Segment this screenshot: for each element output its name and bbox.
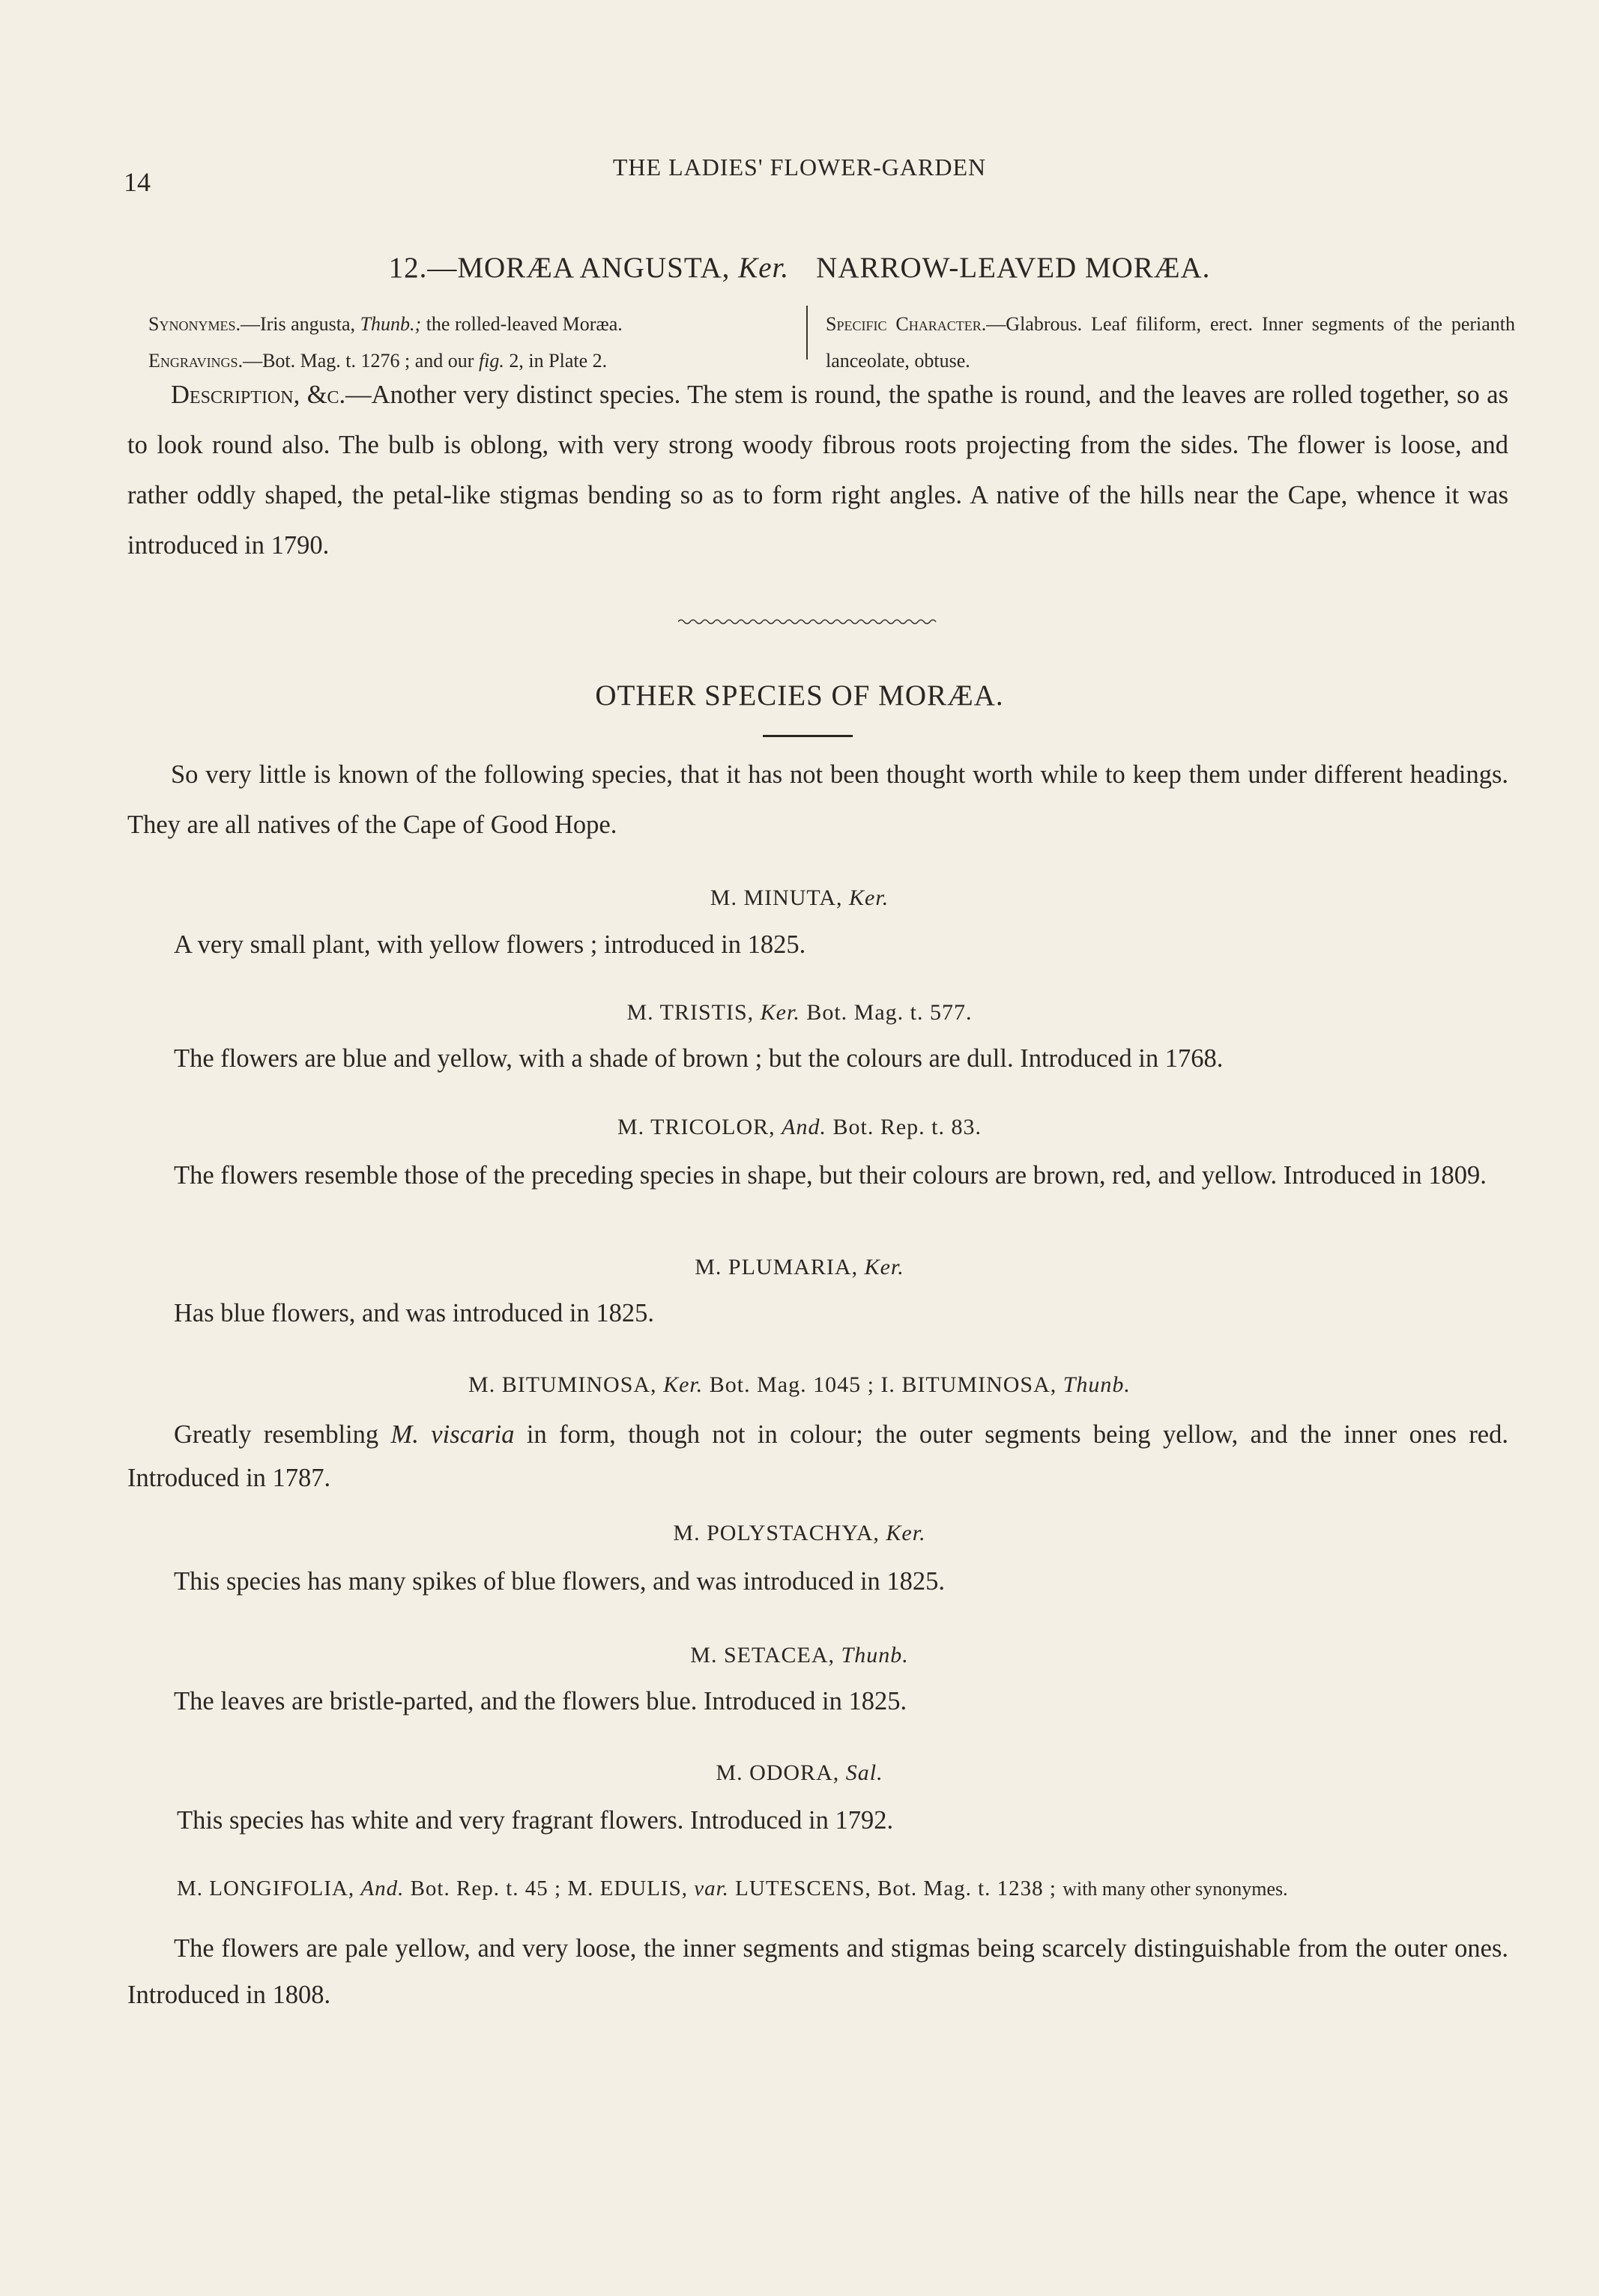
title-genus: MORÆA ANGUSTA, — [457, 252, 739, 284]
section-heading: OTHER SPECIES OF MORÆA. — [595, 679, 1004, 712]
synonymes-line: Synonymes.—Iris angusta, Thunb.; the rolled-leaved Moræa. — [148, 313, 623, 335]
species-heading-setacea: M. SETACEA, Thunb. — [690, 1643, 909, 1668]
column-divider — [806, 306, 808, 360]
species-heading-minuta: M. MINUTA, Ker. — [710, 885, 889, 910]
heading-rule — [763, 735, 853, 737]
wavy-divider — [678, 613, 937, 631]
running-head: THE LADIES' FLOWER-GARDEN — [612, 154, 987, 181]
species-heading-odora: M. ODORA, Sal. — [716, 1760, 883, 1785]
species-text-longifolia: The flowers are pale yellow, and very loose, the inner segments and stigmas being scarcely distinguishable from the outer ones. Introduced in 1808. — [127, 1934, 1508, 2009]
species-text-minuta: A very small plant, with yellow flowers ; introduced in 1825. — [174, 930, 806, 959]
title-authority: Ker. — [738, 252, 790, 284]
species-heading-tristis: M. TRISTIS, Ker. Bot. Mag. t. 577. — [626, 1000, 973, 1025]
species-text-bituminosa: Greatly resembling M. viscaria in form, though not in colour; the outer segments being yellow, and the inner ones red. Introduced in 1787. — [127, 1420, 1508, 1492]
species-heading-longifolia: M. LONGIFOLIA, And. Bot. Rep. t. 45 ; M. EDULIS, var. LUTESCENS, Bot. Mag. t. 1238 ; with many other synonymes. — [177, 1877, 1288, 1900]
engravings-line: Engravings.—Bot. Mag. t. 1276 ; and our fig. 2, in Plate 2. — [148, 350, 608, 372]
species-text-odora: This species has white and very fragrant flowers. Introduced in 1792. — [177, 1806, 894, 1835]
species-heading-plumaria: M. PLUMARIA, Ker. — [695, 1255, 904, 1279]
title-common-name: NARROW-LEAVED MORÆA. — [816, 252, 1211, 284]
species-text-polystachya: This species has many spikes of blue flowers, and was introduced in 1825. — [174, 1567, 946, 1596]
species-text-plumaria: Has blue flowers, and was introduced in 1825. — [174, 1299, 654, 1327]
species-text-tricolor: The flowers resemble those of the preceding species in shape, but their colours are brown, red, and yellow. Introduced in 1809. — [174, 1161, 1487, 1190]
species-heading-polystachya: M. POLYSTACHYA, Ker. — [673, 1521, 926, 1545]
species-text-tristis: The flowers are blue and yellow, with a shade of brown ; but the colours are dull. Introduced in 1768. — [174, 1044, 1224, 1073]
species-heading-tricolor: M. TRICOLOR, And. Bot. Rep. t. 83. — [617, 1115, 982, 1139]
title-number: 12.— — [388, 252, 458, 284]
intro-paragraph: So very little is known of the following species, that it has not been thought worth while to keep them under different headings. They are all natives of the Cape of Good Hope. — [127, 760, 1508, 839]
page-number: 14 — [124, 167, 151, 197]
description-paragraph: Description, &c.—Another very distinct species. The stem is round, the spathe is round, and the leaves are rolled together, so as to look round also. The bulb is oblong, with very strong woody fibrous roots projecting from the sides. The flower is loose, and rather oddly shaped, the petal-like stigmas bending so as to form right angles. A native of the hills near the Cape, whence it was introduced in 1790. — [127, 381, 1508, 560]
species-heading-bituminosa: M. BITUMINOSA, Ker. Bot. Mag. 1045 ; I. BITUMINOSA, Thunb. — [468, 1372, 1131, 1397]
article-title — [0, 251, 1599, 285]
specific-character: Specific Character.—Glabrous. Leaf filiform, erect. Inner segments of the perianth lanceolate, obtuse. — [826, 313, 1515, 372]
synonymes-engravings — [148, 306, 623, 379]
species-text-setacea: The leaves are bristle-parted, and the flowers blue. Introduced in 1825. — [174, 1687, 907, 1715]
